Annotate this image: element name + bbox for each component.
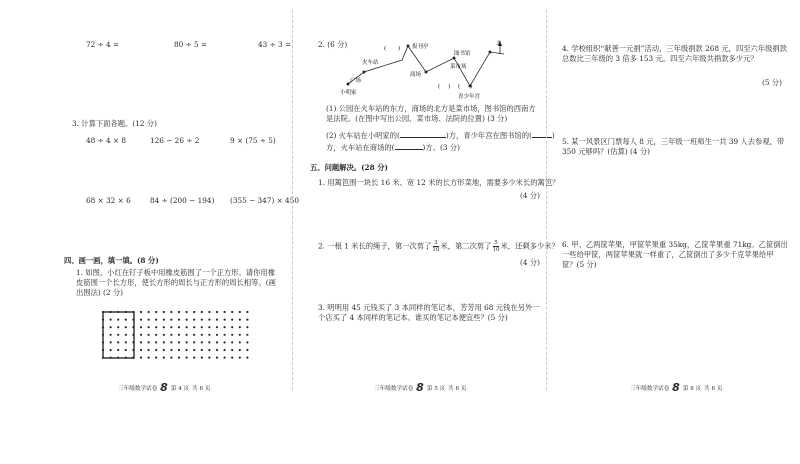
question-text: 4. 学校组织“献善一元捐”活动，三年级捐款 268 元，四至六年级捐款总数比三年级的 3 倍多 153 元。四至六年级共捐款多少元？ <box>562 44 788 63</box>
calc-item: 84 ÷ (200 − 194) <box>150 196 215 205</box>
question-title: 3. 计算下面各题。(12 分) <box>72 119 157 128</box>
nail-dot <box>117 349 119 351</box>
nail-dot <box>170 334 172 336</box>
nail-dot <box>201 311 203 313</box>
nail-dot <box>117 341 119 343</box>
page-footer <box>630 381 722 394</box>
nail-dot <box>201 349 203 351</box>
nail-dot <box>117 326 119 328</box>
nail-dot <box>178 311 180 313</box>
footer-total: 共 6 页 <box>448 385 467 392</box>
page-footer <box>374 381 466 394</box>
nail-dot <box>239 341 241 343</box>
nail-dot <box>178 349 180 351</box>
nail-dot <box>140 349 142 351</box>
nail-dot <box>216 326 218 328</box>
nail-dot <box>163 311 165 313</box>
nail-dot <box>170 357 172 359</box>
calc-item: 68 × 32 × 6 <box>86 196 131 205</box>
footer-page: 第 6 页 <box>682 385 702 392</box>
svg-text:): ) <box>448 84 451 90</box>
label-xiaoming-home: 小明家 <box>340 90 357 96</box>
nail-dot <box>246 311 248 313</box>
nail-dot <box>239 349 241 351</box>
nail-dot <box>208 341 210 343</box>
nail-dot <box>216 334 218 336</box>
question-text: 6. 甲、乙两筐苹果，甲筐苹果重 35kg，乙筐苹果重 71kg。乙筐倒出一些给甲筐，两筐苹果就一样重了，乙筐倒出了多少千克苹果给甲筐？(5 分) <box>562 240 788 269</box>
label-newsstand: 报刊亭 <box>412 44 429 50</box>
nail-dot <box>193 319 195 321</box>
nail-dot <box>246 349 248 351</box>
footer-title: 三年级数学试卷 <box>118 385 158 392</box>
nail-dot <box>125 341 127 343</box>
nail-dot <box>148 334 150 336</box>
nail-dot <box>155 349 157 351</box>
nail-dot <box>239 334 241 336</box>
nail-dot <box>208 349 210 351</box>
nail-dot <box>163 341 165 343</box>
nail-dot <box>208 326 210 328</box>
question-text <box>326 142 460 153</box>
nail-dot <box>125 334 127 336</box>
nail-dot <box>193 357 195 359</box>
nail-dot <box>170 311 172 313</box>
nail-dot <box>186 341 188 343</box>
nail-dot <box>231 311 233 313</box>
question-title: 2. (6 分) <box>318 40 348 49</box>
nail-dot <box>186 357 188 359</box>
nail-dot <box>246 334 248 336</box>
question-text: 1. 如图，小红在钉子板中用橡皮筋围了一个正方形。请你用橡皮筋围一个长方形，使长方形的周长与正方形的周长相等。(画出围法) (2 分) <box>76 268 276 297</box>
nail-dot <box>155 341 157 343</box>
nail-dot <box>231 349 233 351</box>
nail-dot <box>125 319 127 321</box>
fraction-numerator: 5 <box>494 240 498 246</box>
text-fragment: )方，青少年宫在图书馆的( <box>445 131 532 140</box>
nail-dot <box>140 357 142 359</box>
nail-dot <box>186 334 188 336</box>
nail-dot <box>140 326 142 328</box>
calc-item: 48 ÷ 4 × 8 <box>86 136 127 145</box>
nail-dot <box>201 334 203 336</box>
label-vegetable-market: 菜市场 <box>450 64 467 70</box>
nail-dot <box>186 349 188 351</box>
text-fragment: (2) 火车站在小明家的( <box>326 131 400 140</box>
nail-dot <box>170 341 172 343</box>
nail-dot <box>125 326 127 328</box>
footer-logo-number: 8 <box>672 381 680 394</box>
calc-item: 126 − 26 ÷ 2 <box>150 136 200 145</box>
nail-dot <box>246 319 248 321</box>
nail-dot <box>155 357 157 359</box>
nail-dot <box>224 319 226 321</box>
nail-dot <box>155 311 157 313</box>
nail-dot <box>178 341 180 343</box>
question-text: (1) 公园在火车站的东方，商场的北方是菜市场，图书馆的西南方是法院。(在图中写出公园、菜市场、法院的位置) (3 分) <box>326 104 536 123</box>
nail-dot <box>208 334 210 336</box>
nail-dot <box>155 334 157 336</box>
nail-dot <box>239 319 241 321</box>
calc-item: 43 ÷ 3 = <box>258 40 292 49</box>
nail-dot <box>155 319 157 321</box>
text-fragment: 米，第二次剪了 <box>440 241 492 251</box>
nail-dot <box>201 319 203 321</box>
nail-dot <box>148 326 150 328</box>
label-mall: 商场 <box>410 72 422 78</box>
nail-dot <box>125 349 127 351</box>
nail-dot <box>186 311 188 313</box>
calc-item: (355 − 347) × 450 <box>230 196 299 205</box>
nail-dot <box>186 319 188 321</box>
nail-dot <box>178 319 180 321</box>
answer-blank[interactable] <box>400 130 446 138</box>
label-youth-palace: 青少年宫 <box>458 94 481 100</box>
section-title: 五、问题解决。(28 分) <box>310 163 388 172</box>
page-5 <box>296 0 560 464</box>
nail-dot <box>148 341 150 343</box>
nail-dot <box>193 349 195 351</box>
svg-text:(: ( <box>384 46 387 52</box>
nail-dot <box>140 319 142 321</box>
nail-dot <box>193 311 195 313</box>
nail-dot <box>178 357 180 359</box>
nail-dot <box>117 334 119 336</box>
nail-dot <box>231 357 233 359</box>
text-fragment: 方，火车站在商场的( <box>326 143 395 152</box>
label-train-station: 火车站 <box>362 60 379 66</box>
nail-dot <box>224 334 226 336</box>
north-arrow-icon <box>496 39 502 54</box>
section-title: 四、画一画，填一填。(8 分) <box>64 256 159 265</box>
calc-item: 80 ÷ 5 = <box>174 40 208 49</box>
question-text: 1. 用篱笆围一块长 16 米、宽 12 米的长方形菜地，需要多少米长的篱笆？ <box>318 178 560 187</box>
footer-title: 三年级数学试卷 <box>630 385 670 392</box>
text-fragment: 2. 一根 1 米长的绳子，第一次剪了 <box>318 241 432 251</box>
calc-item: 72 ÷ 4 = <box>86 40 120 49</box>
footer-logo-number: 8 <box>416 381 424 394</box>
label-north: 北 <box>496 41 502 47</box>
question-text <box>318 240 559 253</box>
nail-dot <box>208 319 210 321</box>
page-divider <box>292 10 293 390</box>
nail-dot <box>208 357 210 359</box>
nail-dot <box>170 326 172 328</box>
nail-dot <box>224 311 226 313</box>
answer-blank[interactable] <box>395 142 423 150</box>
nail-grid <box>102 311 250 359</box>
nail-dot <box>239 311 241 313</box>
fraction <box>432 240 439 253</box>
footer-total: 共 6 页 <box>192 385 211 392</box>
nail-dot <box>140 311 142 313</box>
nail-dot <box>239 357 241 359</box>
nail-dot <box>193 341 195 343</box>
nail-dot <box>110 319 112 321</box>
nail-dot <box>148 319 150 321</box>
nail-dot <box>193 334 195 336</box>
nail-dot <box>201 341 203 343</box>
page-4 <box>0 0 299 464</box>
nail-dot <box>170 319 172 321</box>
footer-total: 共 6 页 <box>704 385 723 392</box>
nail-dot <box>140 341 142 343</box>
direction-map <box>340 38 540 104</box>
nail-dot <box>246 341 248 343</box>
nail-dot <box>216 341 218 343</box>
question-text: 3. 明明用 45 元钱买了 3 本同样的笔记本，芳芳用 68 元钱在另外一个店买了 4 本同样的笔记本。谁买的笔记本便宜些？(5 分) <box>318 303 540 322</box>
nail-dot <box>201 326 203 328</box>
nail-dot <box>224 326 226 328</box>
svg-text:): ) <box>470 84 473 90</box>
svg-text:): ) <box>398 46 401 52</box>
footer-logo-number: 8 <box>160 381 168 394</box>
footer-page: 第 5 页 <box>426 385 446 392</box>
nail-dot <box>201 357 203 359</box>
question-score: (4 分) <box>520 191 540 200</box>
nail-board <box>100 309 250 367</box>
svg-text:(: ( <box>458 84 461 90</box>
label-square: 广场 <box>350 78 362 84</box>
page-footer <box>118 381 210 394</box>
footer-title: 三年级数学试卷 <box>374 385 414 392</box>
nail-dot <box>193 326 195 328</box>
nail-dot <box>178 334 180 336</box>
nail-dot <box>140 334 142 336</box>
nail-dot <box>163 334 165 336</box>
nail-dot <box>163 349 165 351</box>
nail-dot <box>148 311 150 313</box>
nail-dot <box>110 349 112 351</box>
nail-dot <box>208 311 210 313</box>
fraction <box>493 240 500 253</box>
question-text: 5. 某一风景区门票每人 8 元，三年级一班师生一共 39 人去参观，带 350 元够吗？(估算) (4 分) <box>562 137 785 156</box>
nail-dot <box>231 319 233 321</box>
nail-dot <box>239 326 241 328</box>
nail-dot <box>163 357 165 359</box>
nail-dot <box>231 341 233 343</box>
text-fragment: )方。(3 分) <box>422 143 460 152</box>
text-fragment: 米，还剩多少米？ <box>500 241 559 251</box>
nail-dot <box>110 341 112 343</box>
page-divider <box>546 10 547 390</box>
text-fragment: ) <box>551 131 555 140</box>
nail-dot <box>246 326 248 328</box>
footer-page: 第 4 页 <box>170 385 190 392</box>
nail-dot <box>224 341 226 343</box>
svg-text:(: ( <box>438 84 441 90</box>
nail-dot <box>216 319 218 321</box>
fraction-numerator: 3 <box>434 240 438 246</box>
question-score: (4 分) <box>520 258 540 267</box>
nail-dot <box>110 326 112 328</box>
nail-dot <box>170 349 172 351</box>
nail-dot <box>231 326 233 328</box>
question-score: (5 分) <box>762 78 782 87</box>
nail-dot <box>246 357 248 359</box>
fraction-denominator: 10 <box>492 247 500 253</box>
nail-dot <box>216 311 218 313</box>
question-text <box>326 130 555 141</box>
fraction-denominator: 10 <box>432 247 440 253</box>
nail-dot <box>163 319 165 321</box>
label-library: 图书馆 <box>454 51 471 57</box>
calc-item: 9 × (75 ÷ 5) <box>230 136 276 145</box>
nail-dot <box>178 326 180 328</box>
nail-dot <box>224 357 226 359</box>
nail-dot <box>224 349 226 351</box>
nail-dot <box>216 349 218 351</box>
nail-dot <box>186 326 188 328</box>
nail-dot <box>155 326 157 328</box>
nail-dot <box>231 334 233 336</box>
nail-dot <box>216 357 218 359</box>
nail-dot <box>163 326 165 328</box>
nail-dot <box>110 334 112 336</box>
nail-dot <box>117 319 119 321</box>
nail-dot <box>148 349 150 351</box>
page-6 <box>548 0 800 464</box>
nail-dot <box>148 357 150 359</box>
